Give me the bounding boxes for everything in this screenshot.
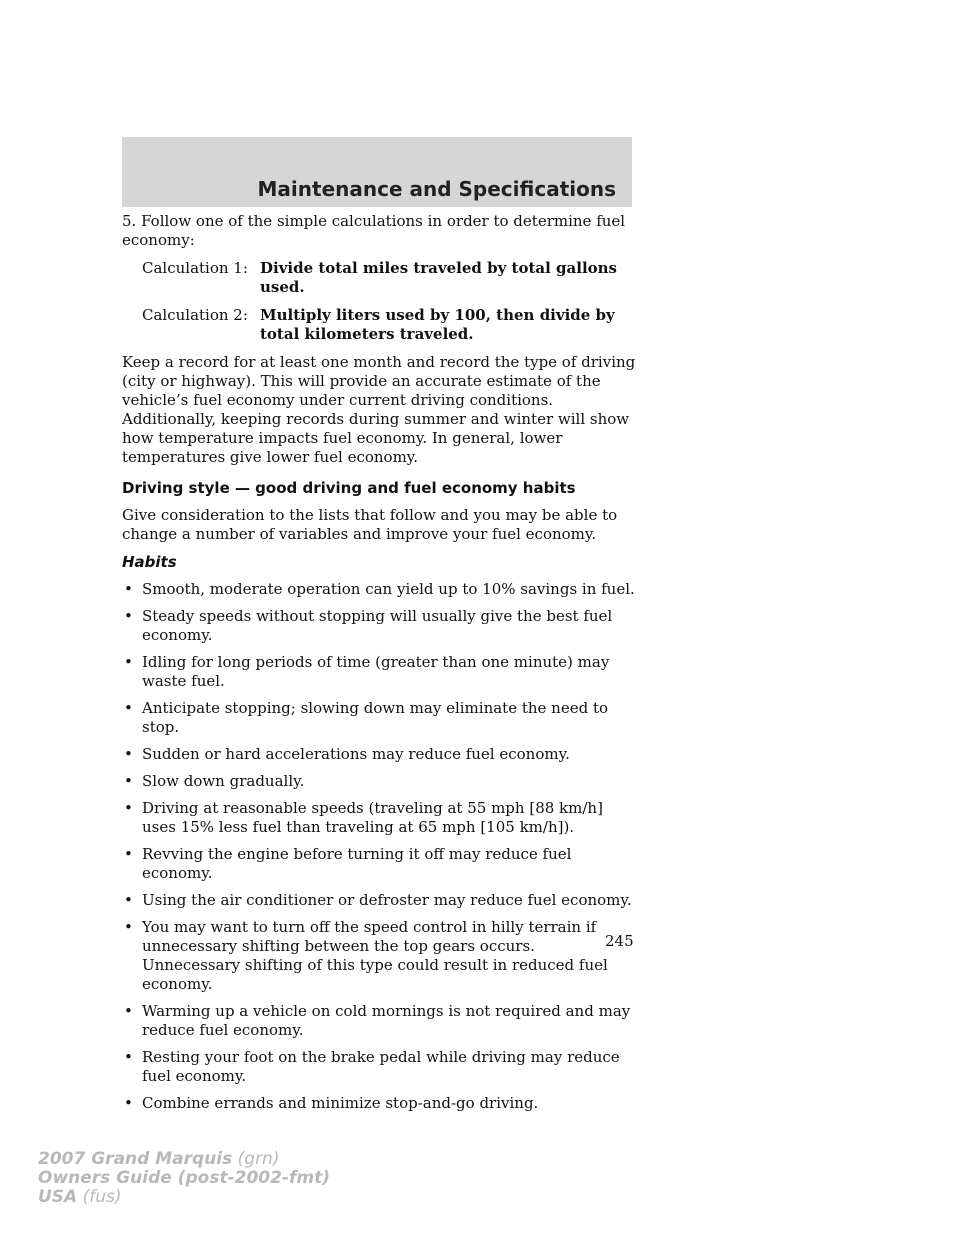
bullet-icon: • [124,745,133,763]
calculation-text: Multiply liters used by 100, then divide by total kilometers traveled. [260,306,615,343]
list-item-text: Slow down gradually. [142,772,305,790]
section-header-band [122,137,632,207]
bullet-icon: • [124,799,133,817]
bullet-icon: • [124,607,133,625]
bullet-icon: • [124,772,133,790]
list-item [122,653,637,691]
list-item-text: Sudden or hard accelerations may reduce fuel economy. [142,745,570,763]
footer-line-1 [38,1150,330,1169]
step-intro: 5. Follow one of the simple calculations in order to determine fuel economy: [122,212,626,249]
footer-market-code: (fus) [82,1187,122,1207]
list-item-text: Combine errands and minimize stop-and-go driving. [142,1094,539,1112]
footer-line-3 [38,1188,330,1207]
list-item [122,1048,637,1086]
list-item [122,918,637,994]
calculation-label: Calculation 1: [142,259,248,277]
list-item-text: You may want to turn off the speed control in hilly terrain if unnecessary shifting between the top gears occurs. Unnecessary shifting of this type could result in reduced fuel economy. [142,918,608,993]
bullet-icon: • [124,1002,133,1020]
bullet-icon: • [124,918,133,936]
list-item-text: Revving the engine before turning it off may reduce fuel economy. [142,845,572,882]
bullet-icon: • [124,699,133,717]
calculation-text: Divide total miles traveled by total gallons used. [260,259,618,296]
list-item [122,745,637,764]
list-item-text: Anticipate stopping; slowing down may eliminate the need to stop. [142,699,609,736]
list-item [122,1094,637,1113]
list-item-text: Resting your foot on the brake pedal while driving may reduce fuel economy. [142,1048,620,1085]
driving-style-intro: Give consideration to the lists that follow and you may be able to change a number of variables and improve your fuel economy. [122,506,618,543]
calculation-label: Calculation 2: [142,306,248,324]
bullet-icon: • [124,845,133,863]
list-item-text: Smooth, moderate operation can yield up to 10% savings in fuel. [142,580,635,598]
list-item-text: Steady speeds without stopping will usually give the best fuel economy. [142,607,613,644]
habits-heading: Habits [122,553,177,571]
list-item [122,1002,637,1040]
page-content [122,212,637,1121]
bullet-icon: • [124,1094,133,1112]
list-item-text: Driving at reasonable speeds (traveling at 55 mph [88 km/h] uses 15% less fuel than traveling at 65 mph [105 km/h]). [142,799,603,836]
habits-list [122,580,637,1113]
list-item [122,607,637,645]
page-number: 245 [605,932,634,950]
list-item [122,772,637,791]
bullet-icon: • [124,653,133,671]
bullet-icon: • [124,891,133,909]
footer-model: 2007 Grand Marquis [38,1149,233,1169]
calculation-2 [122,306,637,344]
footer-model-code: (grn) [237,1149,280,1169]
section-title: Maintenance and Specifications [257,177,616,201]
list-item [122,699,637,737]
list-item [122,891,637,910]
list-item-text: Idling for long periods of time (greater than one minute) may waste fuel. [142,653,610,690]
list-item [122,799,637,837]
footer-market: USA [38,1187,78,1207]
bullet-icon: • [124,580,133,598]
record-paragraph: Keep a record for at least one month and record the type of driving (city or highway). This will provide an accurate estimate of the vehicle’s fuel economy under current driving conditions. Additionally, keeping records during summer and winter will show how temperature impacts fuel economy. In general, lower temperatures give lower fuel economy. [122,353,636,466]
footer-guide: Owners Guide (post-2002-fmt) [38,1168,331,1188]
bullet-icon: • [124,1048,133,1066]
list-item-text: Warming up a vehicle on cold mornings is not required and may reduce fuel economy. [142,1002,631,1039]
driving-style-heading: Driving style — good driving and fuel economy habits [122,479,576,497]
list-item [122,845,637,883]
calculation-1 [122,259,637,297]
list-item-text: Using the air conditioner or defroster may reduce fuel economy. [142,891,632,909]
document-footer [38,1150,330,1207]
list-item [122,580,637,599]
footer-line-2 [38,1169,330,1188]
